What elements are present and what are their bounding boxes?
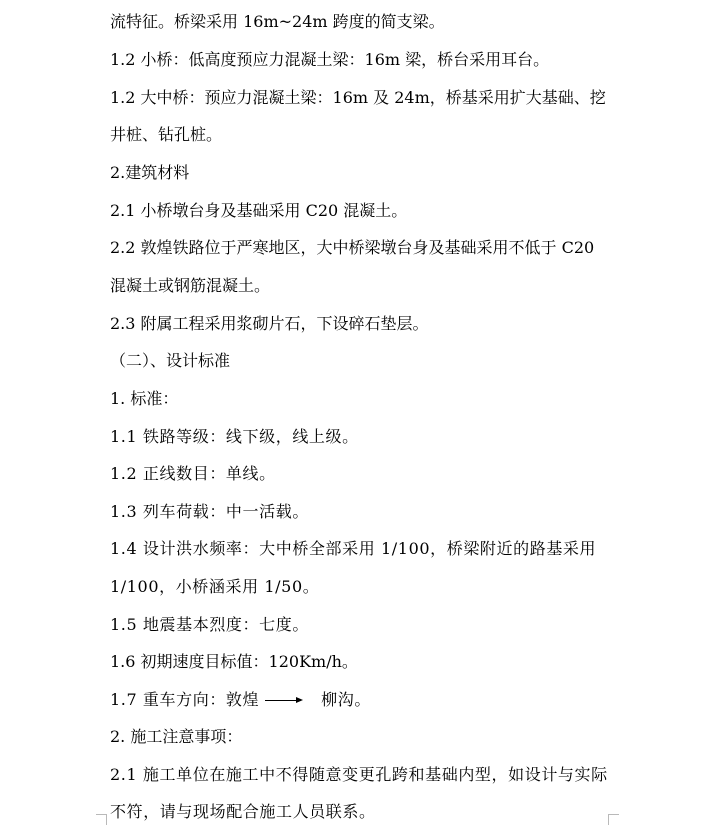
text-line: 井桩、钻孔桩。 bbox=[110, 125, 223, 144]
page-corner-mark bbox=[608, 814, 619, 825]
text-line: 2.1 小桥墩台身及基础采用 C20 混凝土。 bbox=[110, 201, 408, 220]
text-line: 1.6 初期速度目标值：120Km/h。 bbox=[110, 652, 358, 671]
text-line: 不符，请与现场配合施工人员联系。 bbox=[110, 802, 376, 821]
section-heading: 2.建筑材料 bbox=[110, 163, 190, 182]
direction-to: 柳沟。 bbox=[321, 690, 371, 709]
text-line: 1/100，小桥涵采用 1/50。 bbox=[110, 577, 320, 596]
direction-from: 1.7 重车方向：敦煌 bbox=[110, 690, 260, 709]
arrow-right-icon bbox=[265, 700, 301, 701]
text-line: 混凝土或钢筋混凝土。 bbox=[110, 276, 271, 295]
text-line: 2.3 附属工程采用浆砌片石，下设碎石垫层。 bbox=[110, 314, 429, 333]
text-line bbox=[110, 690, 371, 710]
text-line: 1.1 铁路等级：线下级，线上级。 bbox=[110, 427, 359, 446]
text-line: 1.2 大中桥：预应力混凝土梁：16m 及 24m，桥基采用扩大基础、挖 bbox=[110, 88, 606, 107]
text-line: 2.2 敦煌铁路位于严寒地区，大中桥梁墩台身及基础采用不低于 C20 bbox=[110, 238, 595, 257]
text-line: 1.3 列车荷载：中一活载。 bbox=[110, 502, 309, 521]
text-line: 1.2 小桥：低高度预应力混凝土梁：16m 梁，桥台采用耳台。 bbox=[110, 50, 550, 69]
page-corner-mark bbox=[96, 814, 107, 825]
subsection-heading: 1. 标准： bbox=[110, 389, 179, 408]
text-line: 流特征。桥梁采用 16m~24m 跨度的简支梁。 bbox=[110, 12, 445, 31]
subsection-heading: 2. 施工注意事项： bbox=[110, 727, 243, 746]
text-line: 1.4 设计洪水频率：大中桥全部采用 1/100，桥梁附近的路基采用 bbox=[110, 539, 597, 558]
text-line: 2.1 施工单位在施工中不得随意变更孔跨和基础内型，如设计与实际 bbox=[110, 765, 608, 784]
section-heading: （二）、设计标准 bbox=[110, 351, 231, 370]
text-line: 1.2 正线数目：单线。 bbox=[110, 464, 276, 483]
text-line: 1.5 地震基本烈度：七度。 bbox=[110, 615, 309, 634]
